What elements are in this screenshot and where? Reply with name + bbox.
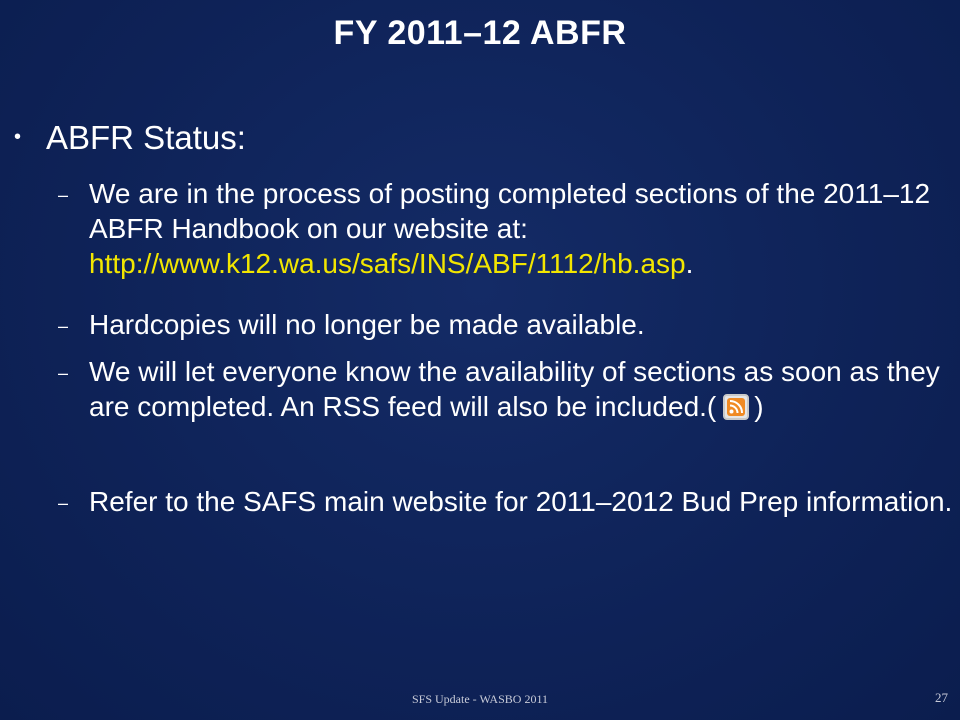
bullet-label: ABFR Status: — [46, 119, 246, 156]
sub-item-text-after: . — [685, 248, 694, 279]
sub-item-text: Refer to the SAFS main website for 2011–2012 Bud Prep information. — [89, 486, 953, 517]
sub-item-bud-prep — [58, 484, 954, 519]
sub-item-text-before: We are in the process of posting completed sections of the 2011–12 ABFR Handbook on our website at: — [89, 178, 931, 244]
dash-marker: – — [58, 493, 69, 513]
sub-item-text — [89, 354, 954, 424]
sub-item-text: Hardcopies will no longer be made available. — [89, 309, 645, 340]
bullet-dot: • — [14, 126, 22, 149]
sub-item-hardcopies — [58, 307, 954, 342]
sub-item-availability — [58, 354, 954, 424]
footer-text: SFS Update - WASBO 2011 — [411, 692, 548, 706]
sub-item-posting — [58, 176, 954, 281]
bullet-abfr-status — [14, 118, 246, 160]
handbook-link[interactable]: http://www.k12.wa.us/safs/INS/ABF/1112/hb.asp — [89, 248, 686, 279]
slide-title: FY 2011–12 ABFR — [333, 14, 627, 52]
dash-marker: – — [58, 363, 69, 383]
rss-feed-icon[interactable] — [723, 394, 749, 420]
sub-item-text-before: We will let everyone know the availability of sections as soon as they are completed. An RSS feed will also be included.( — [89, 356, 940, 422]
sub-item-text-after: ) — [754, 391, 764, 422]
dash-marker: – — [58, 185, 69, 205]
sub-item-text — [89, 176, 954, 281]
dash-marker: – — [58, 316, 69, 336]
page-number: 27 — [935, 690, 948, 705]
